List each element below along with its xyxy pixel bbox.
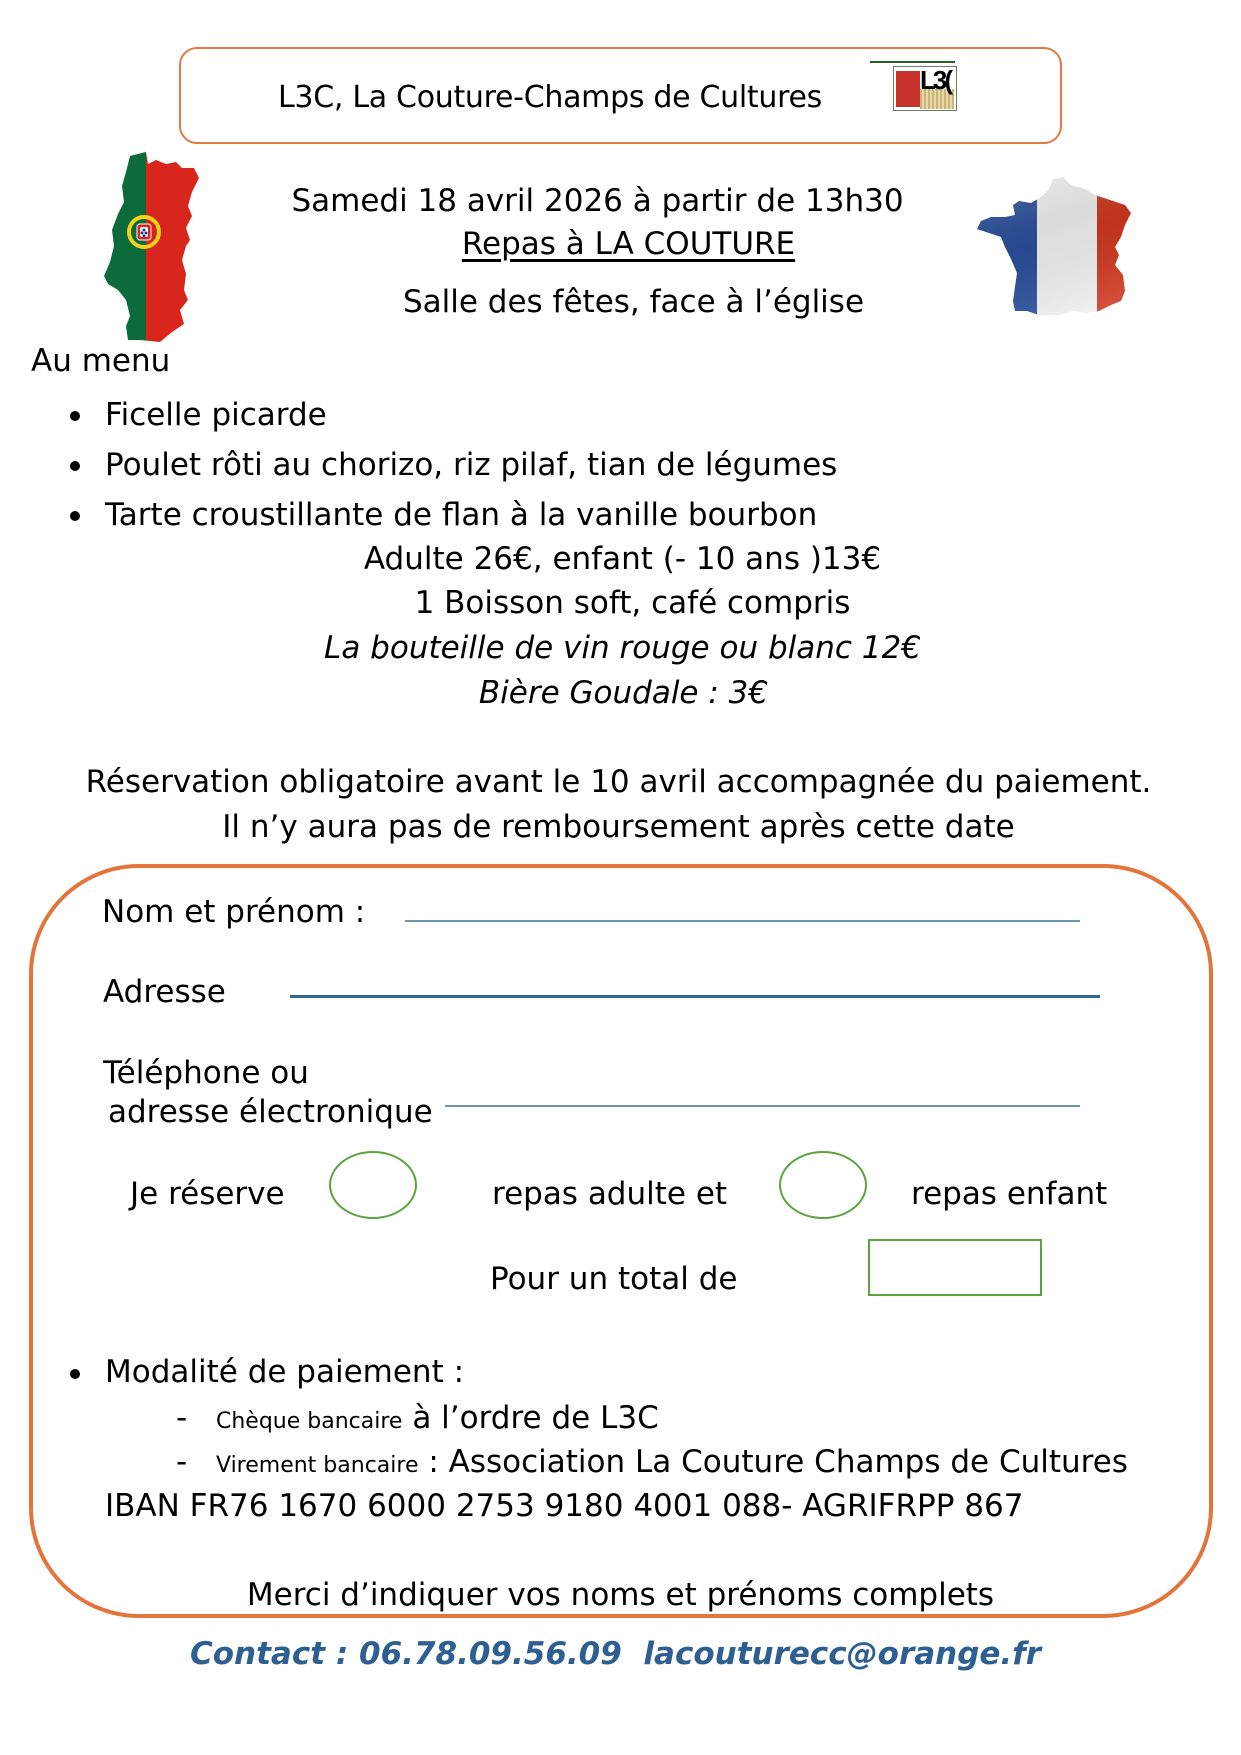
l3c-logo bbox=[893, 66, 957, 111]
total-label: Pour un total de bbox=[490, 1261, 738, 1297]
event-date: Samedi 18 avril 2026 à partir de 13h30 bbox=[291, 183, 904, 219]
logo-text: L3( bbox=[920, 66, 950, 95]
logo-red-block bbox=[896, 71, 920, 107]
footer-note: Merci d’indiquer vos noms et prénoms complets bbox=[246, 1577, 995, 1613]
iban: IBAN FR76 1670 6000 2753 9180 4001 088- AGRIFRPP 867 bbox=[105, 1488, 1024, 1524]
event-title-wrap bbox=[8, 226, 1241, 262]
cheque-line bbox=[216, 1400, 659, 1436]
bullet-icon bbox=[70, 411, 80, 421]
transfer-detail: : Association La Couture Champs de Cultures bbox=[428, 1444, 1128, 1480]
dash: - bbox=[176, 1400, 188, 1436]
no-refund-notice: Il n’y aura pas de remboursement après cette date bbox=[222, 809, 1015, 845]
total-amount-field[interactable] bbox=[868, 1239, 1042, 1296]
contact-input-line[interactable] bbox=[445, 1105, 1080, 1107]
reserve-label: Je réserve bbox=[130, 1176, 285, 1212]
event-venue: Salle des fêtes, face à l’église bbox=[402, 284, 865, 320]
adult-label: repas adulte et bbox=[492, 1176, 728, 1212]
organization-title: L3C, La Couture-Champs de Cultures bbox=[278, 80, 822, 115]
contact-info[interactable]: Contact : 06.78.09.56.09 lacouturecc@orange.fr bbox=[189, 1636, 1041, 1672]
contact-label-line1: Téléphone ou bbox=[103, 1055, 309, 1091]
name-label: Nom et prénom : bbox=[102, 894, 366, 930]
reservation-deadline: Réservation obligatoire avant le 10 avril accompagnée du paiement. bbox=[85, 764, 1152, 800]
child-label: repas enfant bbox=[911, 1176, 1108, 1212]
bullet-icon bbox=[70, 461, 80, 471]
menu-item: Tarte croustillante de flan à la vanille bourbon bbox=[105, 497, 818, 533]
bullet-icon bbox=[70, 1369, 80, 1379]
contact-label-line2: adresse électronique bbox=[108, 1094, 433, 1130]
child-count-field[interactable] bbox=[779, 1151, 867, 1219]
logo-divider bbox=[870, 61, 955, 63]
name-input-line[interactable] bbox=[405, 920, 1080, 922]
menu-heading: Au menu bbox=[31, 343, 171, 379]
price-included: 1 Boisson soft, café compris bbox=[414, 585, 851, 621]
bullet-icon bbox=[70, 511, 80, 521]
address-input-line[interactable] bbox=[290, 995, 1100, 998]
transfer-label: Virement bancaire bbox=[216, 1453, 419, 1478]
price-wine: La bouteille de vin rouge ou blanc 12€ bbox=[324, 630, 921, 666]
cheque-label: Chèque bancaire bbox=[216, 1409, 403, 1434]
price-meal: Adulte 26€, enfant (- 10 ans )13€ bbox=[363, 541, 882, 577]
menu-item: Poulet rôti au chorizo, riz pilaf, tian de légumes bbox=[105, 447, 838, 483]
menu-item: Ficelle picarde bbox=[105, 397, 327, 433]
cheque-detail: à l’ordre de L3C bbox=[412, 1400, 659, 1436]
adult-count-field[interactable] bbox=[329, 1151, 417, 1219]
dash: - bbox=[176, 1444, 188, 1480]
event-title: Repas à LA COUTURE bbox=[461, 226, 796, 262]
address-label: Adresse bbox=[103, 974, 226, 1010]
payment-heading: Modalité de paiement : bbox=[105, 1354, 465, 1390]
price-beer: Bière Goudale : 3€ bbox=[478, 675, 769, 711]
transfer-line bbox=[216, 1444, 1128, 1480]
